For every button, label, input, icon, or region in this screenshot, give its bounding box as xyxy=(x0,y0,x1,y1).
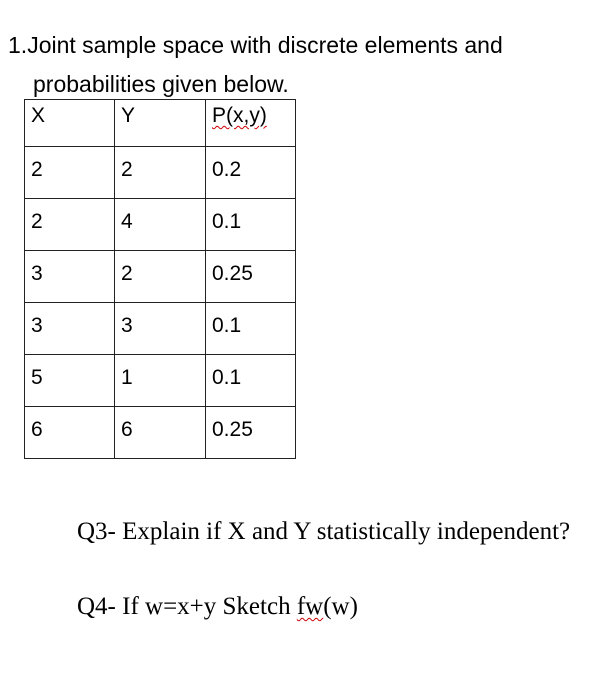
problem-intro-line-1 xyxy=(8,26,603,65)
cell-y: 2 xyxy=(115,251,206,303)
question-4 xyxy=(77,592,597,621)
header-pxy-text: P(x,y) xyxy=(212,104,267,127)
cell-x: 3 xyxy=(25,251,115,303)
header-y: Y xyxy=(115,100,206,147)
cell-x: 3 xyxy=(25,303,115,355)
header-x: X xyxy=(25,100,115,147)
problem-intro-text-2: probabilities given below. xyxy=(33,71,289,97)
table-row xyxy=(25,355,296,407)
cell-y: 1 xyxy=(115,355,206,407)
cell-p: 0.1 xyxy=(206,303,296,355)
table-row xyxy=(25,199,296,251)
questions-block xyxy=(77,517,597,621)
cell-y: 4 xyxy=(115,199,206,251)
question-4-prefix: Q4- If w=x+y Sketch xyxy=(77,593,297,620)
question-4-function: fw xyxy=(296,593,324,620)
cell-x: 5 xyxy=(25,355,115,407)
cell-y: 2 xyxy=(115,147,206,199)
table-row xyxy=(25,251,296,303)
cell-p: 0.25 xyxy=(206,251,296,303)
table-header-row xyxy=(25,100,296,147)
question-3: Q3- Explain if X and Y statistically independent? xyxy=(77,518,571,545)
cell-p: 0.1 xyxy=(206,355,296,407)
problem-intro-text-1: Joint sample space with discrete elements and xyxy=(27,32,503,58)
cell-x: 2 xyxy=(25,147,115,199)
table-row xyxy=(25,303,296,355)
cell-y: 3 xyxy=(115,303,206,355)
header-pxy xyxy=(206,100,296,147)
cell-p: 0.2 xyxy=(206,147,296,199)
cell-y: 6 xyxy=(115,407,206,459)
problem-intro xyxy=(8,26,603,104)
question-4-suffix: (w) xyxy=(323,593,358,620)
joint-probability-table xyxy=(24,99,296,459)
cell-p: 0.25 xyxy=(206,407,296,459)
cell-x: 2 xyxy=(25,199,115,251)
table-body xyxy=(25,147,296,459)
table-row xyxy=(25,147,296,199)
cell-x: 6 xyxy=(25,407,115,459)
table-row xyxy=(25,407,296,459)
problem-number: 1. xyxy=(8,32,28,58)
cell-p: 0.1 xyxy=(206,199,296,251)
table-header xyxy=(25,100,296,147)
